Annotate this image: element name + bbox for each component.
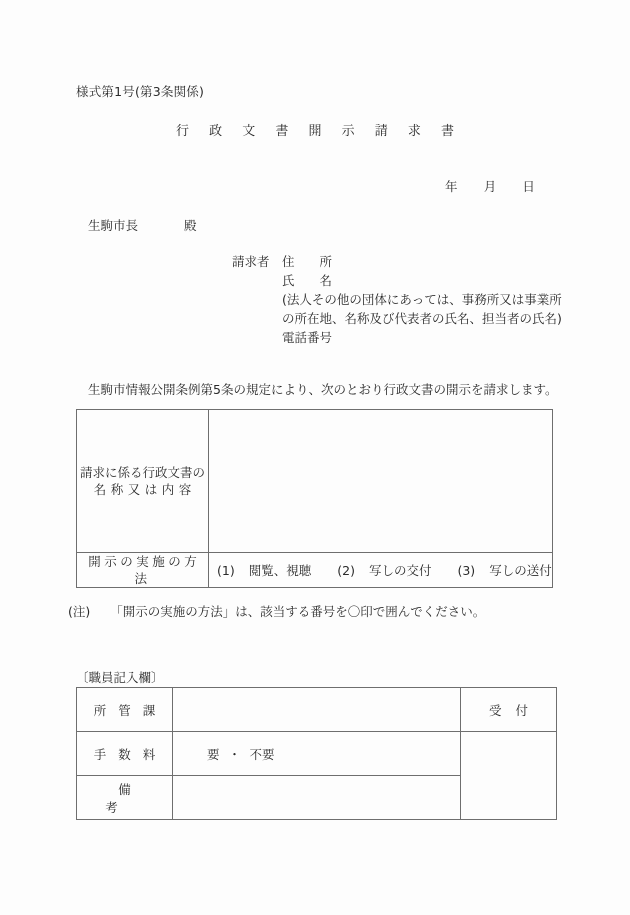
method-label-cell: 開示の実施の方法	[77, 553, 209, 588]
fee-separator: ・	[228, 746, 241, 762]
requester-address-row	[232, 252, 562, 271]
subject-label-cell	[77, 410, 209, 553]
remarks-value-cell[interactable]	[173, 776, 461, 820]
remarks-label: 備考	[105, 781, 157, 815]
method-options-cell	[209, 553, 553, 588]
method-option-2[interactable]	[337, 561, 431, 579]
department-value-cell[interactable]	[173, 688, 461, 732]
receipt-label: 受付	[488, 702, 542, 718]
receipt-label-cell	[461, 688, 557, 732]
date-year-label: 年	[445, 179, 458, 194]
fee-label: 手数料	[93, 746, 168, 762]
fee-option-not-required[interactable]: 不要	[249, 746, 275, 762]
form-number-label: 様式第1号(第3条関係)	[76, 84, 205, 99]
request-statement: 生駒市情報公開条例第5条の規定により、次のとおり行政文書の開示を請求します。	[88, 382, 558, 397]
subject-label-line2: 名称又は内容	[93, 482, 196, 497]
fee-label-cell	[77, 732, 173, 776]
method-option-3-number: (3)	[457, 563, 476, 578]
date-line	[445, 177, 535, 195]
requester-address-label: 住 所	[282, 254, 333, 269]
table-row-fee	[77, 732, 557, 776]
method-option-1-label: 閲覧、視聴	[248, 563, 312, 578]
requester-lead-label: 請求者	[232, 254, 270, 269]
fee-option-required[interactable]: 要	[207, 746, 220, 762]
subject-value-cell[interactable]	[209, 410, 553, 553]
department-label-cell	[77, 688, 173, 732]
note-text: 「開示の実施の方法」は、該当する番号を〇印で囲んでください。	[110, 604, 486, 619]
requester-name-row	[232, 271, 562, 290]
addressee-line	[88, 216, 197, 234]
page-title: 行 政 文 書 開 示 請 求 書	[175, 124, 463, 139]
date-day-label: 日	[522, 179, 536, 194]
request-main-table	[76, 409, 553, 588]
staff-entry-table	[76, 687, 557, 820]
method-option-2-number: (2)	[337, 563, 355, 578]
staff-section-heading: 〔職員記入欄〕	[76, 670, 164, 685]
method-option-2-label: 写しの交付	[368, 563, 432, 578]
requester-phone-label: 電話番号	[282, 330, 333, 345]
method-option-3-label: 写しの送付	[489, 563, 552, 578]
requester-corporate-note-2: の所在地、名称及び代表者の氏名、担当者の氏名)	[282, 311, 562, 326]
addressee-honorific: 殿	[184, 218, 197, 233]
requester-corporate-note-1: (法人その他の団体にあっては、事務所又は事業所	[282, 292, 562, 307]
fee-value-cell	[173, 732, 461, 776]
requester-block	[232, 252, 562, 347]
requester-name-label: 氏 名	[282, 273, 333, 288]
subject-label-line1: 請求に係る行政文書の	[79, 465, 205, 480]
method-option-1[interactable]	[217, 561, 311, 579]
remarks-label-cell	[77, 776, 173, 820]
method-option-1-number: (1)	[217, 563, 235, 578]
table-row-department	[77, 688, 557, 732]
addressee-name: 生駒市長	[88, 218, 139, 233]
date-month-label: 月	[483, 179, 497, 194]
table-row-method	[77, 553, 553, 588]
form-note	[68, 602, 485, 620]
note-marker: (注)	[68, 604, 91, 619]
method-option-3[interactable]	[457, 561, 551, 579]
receipt-value-cell[interactable]	[461, 732, 557, 820]
table-row-subject	[77, 410, 553, 553]
department-label: 所管課	[93, 702, 168, 718]
